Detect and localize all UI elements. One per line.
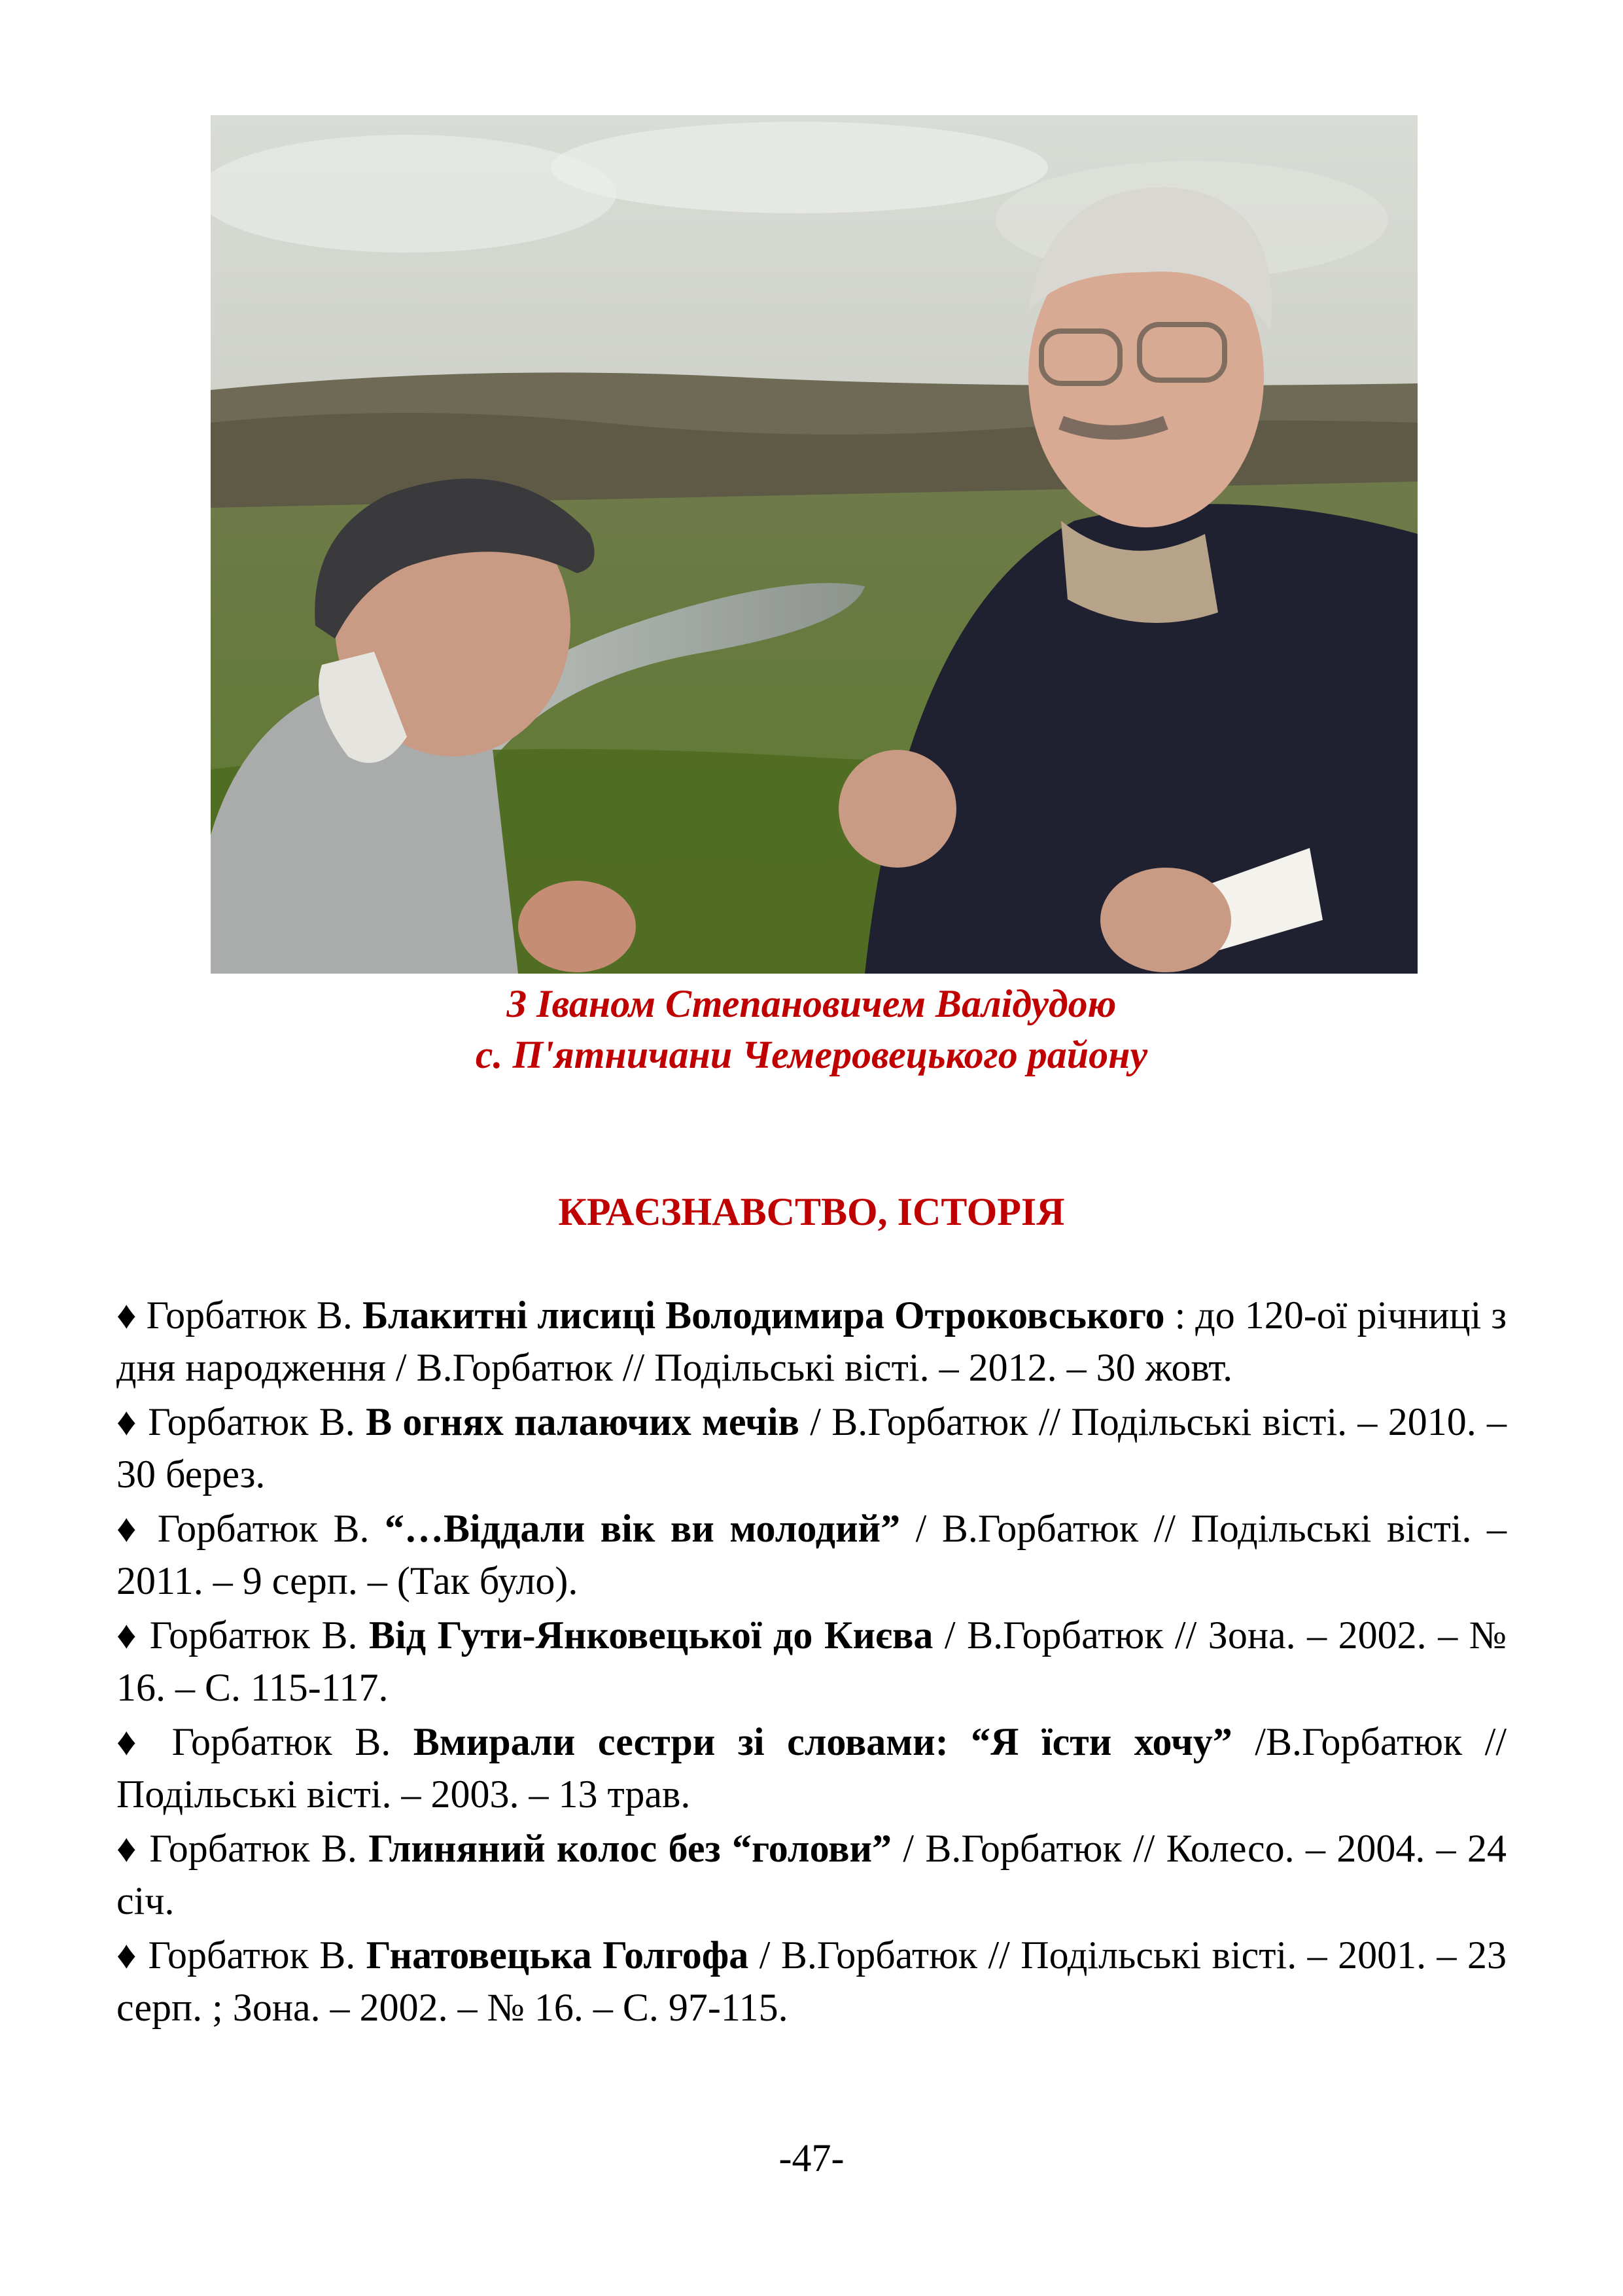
bibliography-entry <box>116 1609 1507 1714</box>
entry-author: Горбатюк В. <box>171 1720 391 1763</box>
entry-details: / В.Горбатюк // Подільські вісті. – 2011. – 9 серп. – (Так було). <box>116 1507 1507 1602</box>
entry-title: Від Гути-Янковецької до Києва <box>369 1614 934 1657</box>
section-heading: КРАЄЗНАВСТВО, ІСТОРІЯ <box>558 1190 1065 1233</box>
entry-title: Глиняний колос без “голови” <box>368 1827 892 1870</box>
entry-title: Блакитні лисиці Володимира Отроковського <box>362 1294 1165 1337</box>
photo-caption-line-2: с. П'ятничани Чемеровецького району <box>475 1033 1148 1076</box>
entry-title: Вмирали сестри зі словами: “Я їсти хочу” <box>413 1720 1232 1763</box>
entry-details: /В.Горбатюк // Подільські вісті. – 2003. – 13 трав. <box>116 1720 1507 1816</box>
entry-title: В огнях палаючих мечів <box>366 1400 799 1443</box>
entry-author: Горбатюк В. <box>148 1400 355 1443</box>
entry-author: Горбатюк В. <box>148 1934 356 1977</box>
bullet-icon: ♦ <box>116 1934 138 1977</box>
entry-title: Гнатовецька Голгофа <box>366 1934 749 1977</box>
bibliography-entry <box>116 1502 1507 1607</box>
entry-author: Горбатюк В. <box>149 1827 357 1870</box>
page-number: -47- <box>778 2136 845 2180</box>
bullet-icon: ♦ <box>116 1614 139 1657</box>
entry-details: : до 120-ої річниці з дня народження / В.Горбатюк // Подільські вісті. – 2012. – 30 жовт. <box>116 1294 1507 1389</box>
bibliography-entry <box>116 1716 1507 1820</box>
bibliography-entry <box>116 1289 1507 1394</box>
entry-details: / В.Горбатюк // Подільські вісті. – 2001. – 23 серп. ; Зона. – 2002. – № 16. – С. 97-115. <box>116 1934 1507 2029</box>
bullet-icon: ♦ <box>116 1507 143 1550</box>
photo-illustration <box>211 115 1418 974</box>
entry-details: / В.Горбатюк // Зона. – 2002. – № 16. – С. 115-117. <box>116 1614 1507 1709</box>
entry-title: “…Віддали вік ви молодий” <box>385 1507 901 1550</box>
entry-author: Горбатюк В. <box>146 1294 353 1337</box>
bibliography-entry <box>116 1929 1507 2034</box>
bibliography-entry <box>116 1822 1507 1927</box>
entry-author: Горбатюк В. <box>149 1614 358 1657</box>
bibliography-entry <box>116 1396 1507 1500</box>
bullet-icon: ♦ <box>116 1294 137 1337</box>
photo-caption-line-1: З Іваном Степановичем Валідудою <box>506 982 1117 1025</box>
entry-details: / В.Горбатюк // Подільські вісті. – 2010. – 30 берез. <box>116 1400 1507 1496</box>
bullet-icon: ♦ <box>116 1827 138 1870</box>
bullet-icon: ♦ <box>116 1720 150 1763</box>
entry-author: Горбатюк В. <box>157 1507 370 1550</box>
bibliography-list <box>116 1289 1507 2036</box>
bullet-icon: ♦ <box>116 1400 137 1443</box>
entry-details: / В.Горбатюк // Колесо. – 2004. – 24 січ. <box>116 1827 1507 1922</box>
photo <box>211 115 1418 974</box>
